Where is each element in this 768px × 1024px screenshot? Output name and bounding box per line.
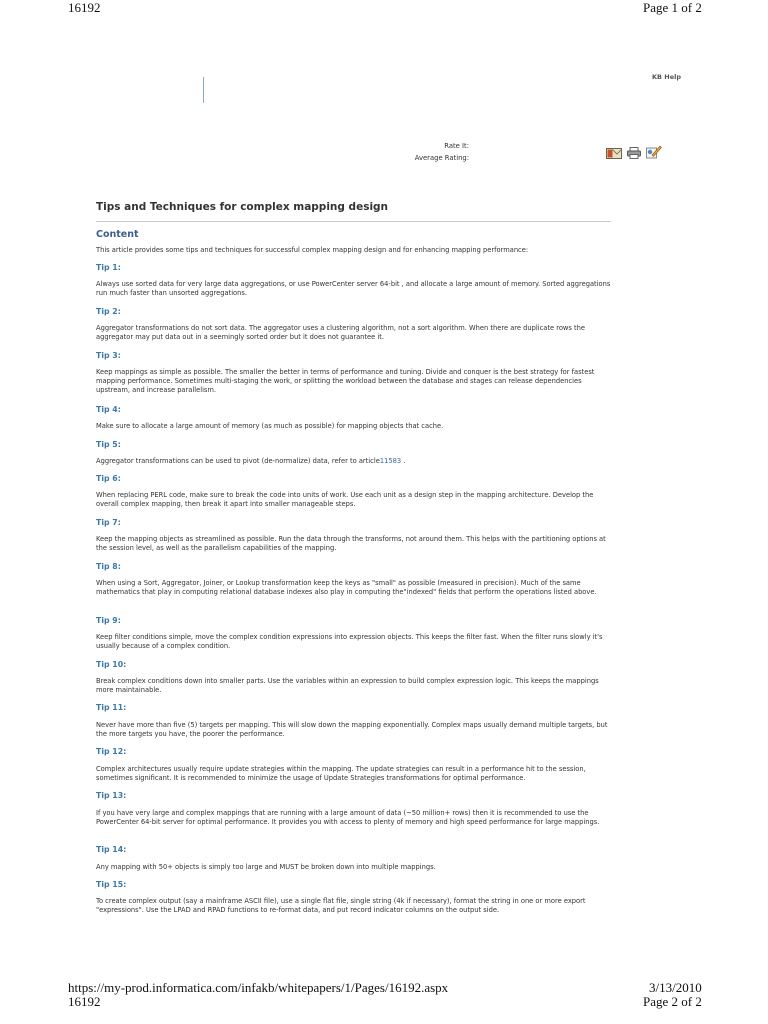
tip-text-part: . <box>401 457 406 465</box>
tip-heading: Tip 5: <box>96 440 121 449</box>
tip-text: Keep the mapping objects as streamlined as possible. Run the data through the transforms, not around them. This helps with the partitioning options at the session level, as well as the parallelism capabilities of the mapping. <box>96 535 606 552</box>
tip-text: When replacing PERL code, make sure to break the code into units of work. Use each unit as a design step in the mapping architecture. Develop the overall complex mapping, then break it apart into smaller manageable steps. <box>96 491 594 508</box>
print-header-page: Page 1 of 2 <box>643 0 702 15</box>
tip-heading: Tip 15: <box>96 880 127 889</box>
tip-heading: Tip 14: <box>96 845 127 854</box>
tip-heading: Tip 9: <box>96 616 121 625</box>
tip-text: To create complex output (say a mainframe ASCII file), use a single flat file, single string (4k if necessary), format the string in one or more export "expressions". Use the LPAD and RPAD functions to re-format data, and put record indicator columns on the output side. <box>96 897 586 914</box>
tip-heading: Tip 4: <box>96 405 121 414</box>
email-icon[interactable] <box>606 144 622 163</box>
header-divider <box>203 77 204 103</box>
tip-text: If you have very large and complex mappings that are running with a large amount of data (~50 million+ rows) then it is recommended to use the PowerCenter 64-bit server for optimal performance. It provides you with access to plenty of memory and high speed performance for large mappings. <box>96 809 600 826</box>
tip-heading: Tip 12: <box>96 747 127 756</box>
tip-text-part: Aggregator transformations can be used to pivot (de-normalize) data, refer to article <box>96 457 380 465</box>
kb-help-link[interactable]: KB Help <box>652 73 681 81</box>
tip-text: Complex architectures usually require update strategies within the mapping. The update strategies can result in a performance hit to the session, sometimes significant. It is recommended to minimize the usage of Update Strategies transformations for optimal performance. <box>96 765 586 782</box>
rate-it-label: Rate It: <box>444 142 469 150</box>
tip-heading: Tip 1: <box>96 263 121 272</box>
tip-text: Keep filter conditions simple, move the complex condition expressions into expression objects. This keeps the filter fast. When the filter runs slowly it's usually because of a complex condition. <box>96 633 603 650</box>
content-heading: Content <box>96 229 139 240</box>
tip-heading: Tip 3: <box>96 351 121 360</box>
tip-heading: Tip 10: <box>96 660 127 669</box>
tip-heading: Tip 7: <box>96 518 121 527</box>
tip-text: Make sure to allocate a large amount of memory (as much as possible) for mapping objects that cache. <box>96 422 444 430</box>
article-link[interactable]: 11583 <box>379 457 402 465</box>
tip-text: When using a Sort, Aggregator, Joiner, or Lookup transformation keep the keys as "small" as possible (measured in precision). Much of the same mathematics that play in computing relational database indexes also play in computing the"indexed" fields that perform the operations listed above. <box>96 579 597 596</box>
title-divider <box>96 221 611 222</box>
tip-heading: Tip 6: <box>96 474 121 483</box>
print-icon[interactable] <box>627 144 641 163</box>
print-footer-id: 16192 <box>68 994 101 1009</box>
intro-paragraph: This article provides some tips and techniques for successful complex mapping design and for enhancing mapping performance: <box>96 246 529 254</box>
print-footer-date: 3/13/2010 <box>649 980 702 995</box>
print-footer-url: https://my-prod.informatica.com/infakb/whitepapers/1/Pages/16192.aspx <box>68 980 449 995</box>
tip-heading: Tip 11: <box>96 703 127 712</box>
print-footer-page: Page 2 of 2 <box>643 994 702 1009</box>
tip-text: Aggregator transformations do not sort data. The aggregator uses a clustering algorithm, not a sort algorithm. When there are duplicate rows the aggregator may put data out in a seemingly sorted order but it does not guarantee it. <box>96 324 585 341</box>
tip-heading: Tip 8: <box>96 562 121 571</box>
tip-heading: Tip 2: <box>96 307 121 316</box>
tip-text: Break complex conditions down into smaller parts. Use the variables within an expression to build complex expression logic. This keeps the mappings more maintainable. <box>96 677 599 694</box>
average-rating-label: Average Rating: <box>414 154 469 162</box>
article-toolbar <box>606 144 662 163</box>
tip-heading: Tip 13: <box>96 791 127 800</box>
tip-text <box>96 457 614 466</box>
tip-text: Never have more than five (5) targets per mapping. This will slow down the mapping exponentially. Complex maps usually demand multiple targets, but the more targets you have, the poorer the performance. <box>96 721 608 738</box>
edit-icon[interactable] <box>646 144 662 163</box>
article-title: Tips and Techniques for complex mapping design <box>96 201 389 213</box>
tip-text: Keep mappings as simple as possible. The smaller the better in terms of performance and tuning. Divide and conquer is the best strategy for fastest mapping performance. Sometimes multi-staging the work, or splitting the workload between the database and stages can release dependencies upstream, and increase parallelism. <box>96 368 595 394</box>
tip-text: Always use sorted data for very large data aggregations, or use PowerCenter server 64-bit , and allocate a large amount of memory. Sorted aggregations run much faster than unsorted aggregations. <box>96 280 611 297</box>
tip-text: Any mapping with 50+ objects is simply too large and MUST be broken down into multiple mappings. <box>96 863 436 871</box>
print-header-id: 16192 <box>68 0 101 15</box>
